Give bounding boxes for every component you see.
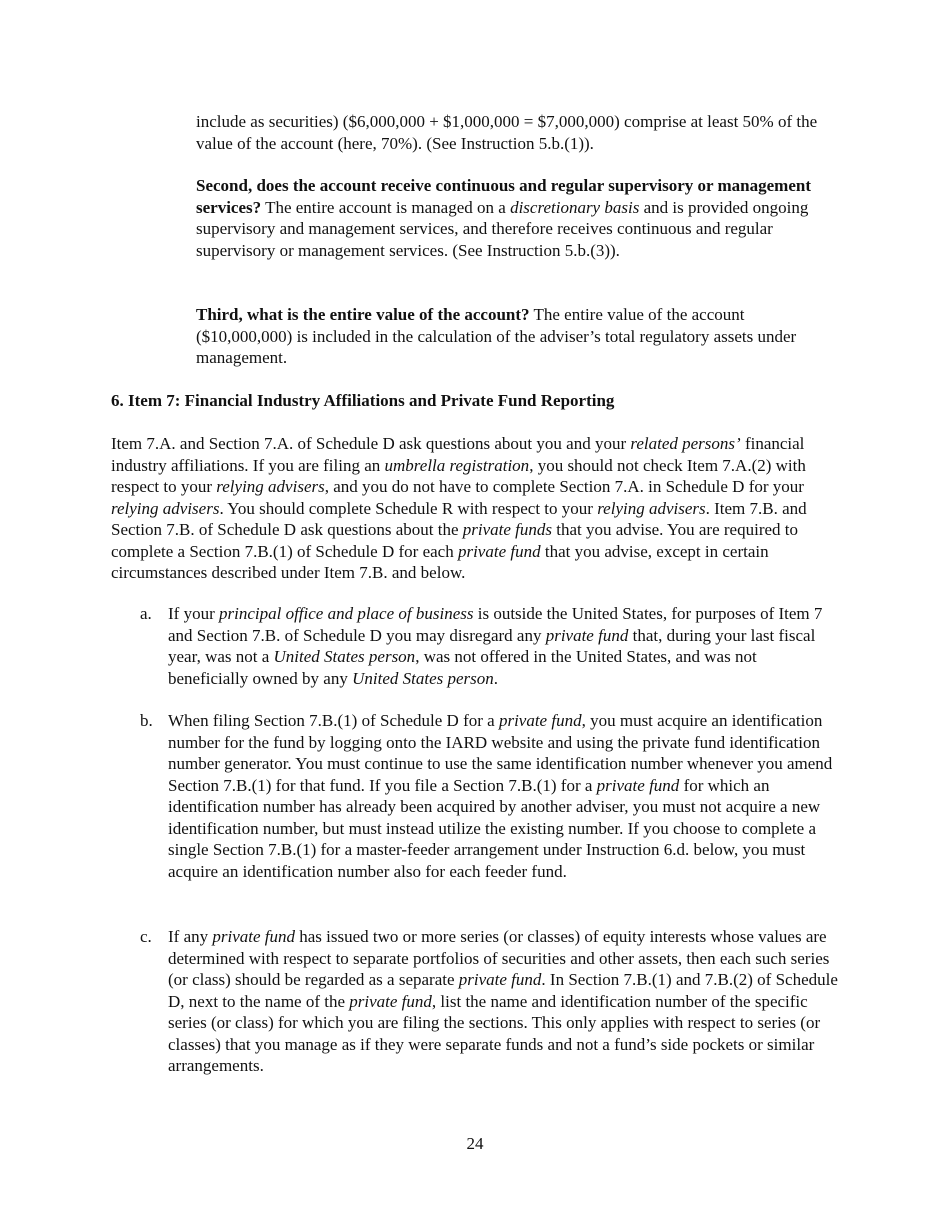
list-label-a: a. <box>140 604 152 623</box>
intro-text-3: , you should not check Item 7.A.(2) with respect to your <box>111 455 806 496</box>
list-a-term-1: principal office and place of business <box>218 604 474 623</box>
intro-term-6: private funds <box>462 520 553 539</box>
intro-term-5: relying advisers <box>597 498 706 518</box>
list-a-text-3: that, during your last fiscal year, was not a <box>168 625 816 666</box>
list-c-text-1: If any <box>168 927 213 946</box>
list-c-text-2: has issued two or more series (or classes) of equity interests whose values are determined with respect to separate portfolios of securities and other assets, then each such series (or class) should be regarded as a separate <box>168 927 830 989</box>
intro-text-8: that you advise, except in certain circumstances described under Item 7.B. and below. <box>111 541 769 582</box>
list-a-term-4: United States person <box>352 668 494 688</box>
page-number: 24 <box>466 1134 484 1153</box>
intro-term-1: related persons’ <box>630 434 741 453</box>
list-c-text-3: . In Section 7.B.(1) and 7.B.(2) of Schedule D, next to the name of the <box>168 970 838 1011</box>
intro-text-4: , and you do not have to complete Section 7.A. in Schedule D for your <box>324 477 804 496</box>
list-text-b <box>168 710 840 882</box>
continuation-paragraph <box>196 111 840 154</box>
second-text-1: The entire account is managed on a <box>261 197 511 217</box>
intro-text-2: financial industry affiliations. If you are filing an <box>111 434 805 475</box>
list-label-b: b. <box>140 711 153 730</box>
third-question-paragraph <box>196 304 816 369</box>
intro-text-5: . You should complete Schedule R with respect to your <box>219 498 598 518</box>
list-text-a <box>168 603 840 689</box>
list-b-text-1: When filing Section 7.B.(1) of Schedule D for a <box>168 711 499 730</box>
intro-term-2: umbrella registration <box>384 455 530 475</box>
intro-text-1: Item 7.A. and Section 7.A. of Schedule D ask questions about you and your <box>111 434 631 453</box>
intro-term-3: relying advisers <box>216 477 325 496</box>
continuation-text: include as securities) ($6,000,000 + $1,000,000 = $7,000,000) comprise at least 50% of the value of the account (here, 70%). (See Instruction 5.b.(1)). <box>196 112 818 153</box>
intro-text-6: . Item 7.B. and Section 7.B. of Schedule D ask questions about the <box>111 498 807 539</box>
list-b-text-2: , you must acquire an identification number for the fund by logging onto the IARD website and using the private fund identification number generator. You must continue to use the same identification number whenever you amend Section 7.B.(1) for that fund. If you file a Section 7.B.(1) for a <box>168 711 833 795</box>
list-a-text-5: . <box>493 668 499 688</box>
list-b-term-1: private fund <box>498 711 582 730</box>
second-question-paragraph <box>196 175 836 261</box>
list-c-term-3: private fund <box>349 991 432 1011</box>
list-label-c: c. <box>140 927 152 946</box>
list-b-term-2: private fund <box>596 775 680 795</box>
third-question: Third, what is the entire value of the account? <box>196 305 530 324</box>
list-a-term-2: private fund <box>545 625 629 645</box>
list-b-text-3: for which an identification number has already been acquired by another adviser, you must not acquire a new identification number, but must instead utilize the existing number. If you choose to complete a single Section 7.B.(1) for a master-feeder arrangement under Instruction 6.d. below, you must acquire an identification number also for each feeder fund. <box>168 775 821 881</box>
list-c-text-4: , list the name and identification number of the specific series (or class) for which you are filing the sections. This only applies with respect to series (or classes) that you manage as if they were separate funds and not a fund’s side pockets or similar arrangements. <box>168 991 821 1075</box>
intro-paragraph <box>111 433 839 584</box>
list-a-text-2: is outside the United States, for purposes of Item 7 and Section 7.B. of Schedule D you may disregard any <box>168 604 823 645</box>
list-a-text-1: If your <box>168 604 219 623</box>
intro-term-7: private fund <box>457 541 541 561</box>
intro-term-4: relying advisers <box>111 498 220 518</box>
list-a-term-3: United States person <box>273 647 416 666</box>
second-question: Second, does the account receive continuous and regular supervisory or management services? <box>196 176 811 217</box>
list-a-text-4: , was not offered in the United States, and was not beneficially owned by any <box>168 647 757 688</box>
second-text-2: and is provided ongoing supervisory and management services, and therefore receives continuous and regular supervisory or management services. (See Instruction 5.b.(3)). <box>196 197 809 260</box>
third-text-1: The entire value of the account ($10,000,000) is included in the calculation of the adviser’s total regulatory assets under management. <box>196 305 797 367</box>
list-c-term-2: private fund <box>458 970 542 989</box>
intro-text-7: that you advise. You are required to complete a Section 7.B.(1) of Schedule D for each <box>111 520 798 561</box>
list-c-term-1: private fund <box>212 927 296 946</box>
section-heading: 6. Item 7: Financial Industry Affiliations and Private Fund Reporting <box>111 391 615 410</box>
second-term-discretionary-basis: discretionary basis <box>510 197 640 217</box>
list-text-c <box>168 926 840 1077</box>
